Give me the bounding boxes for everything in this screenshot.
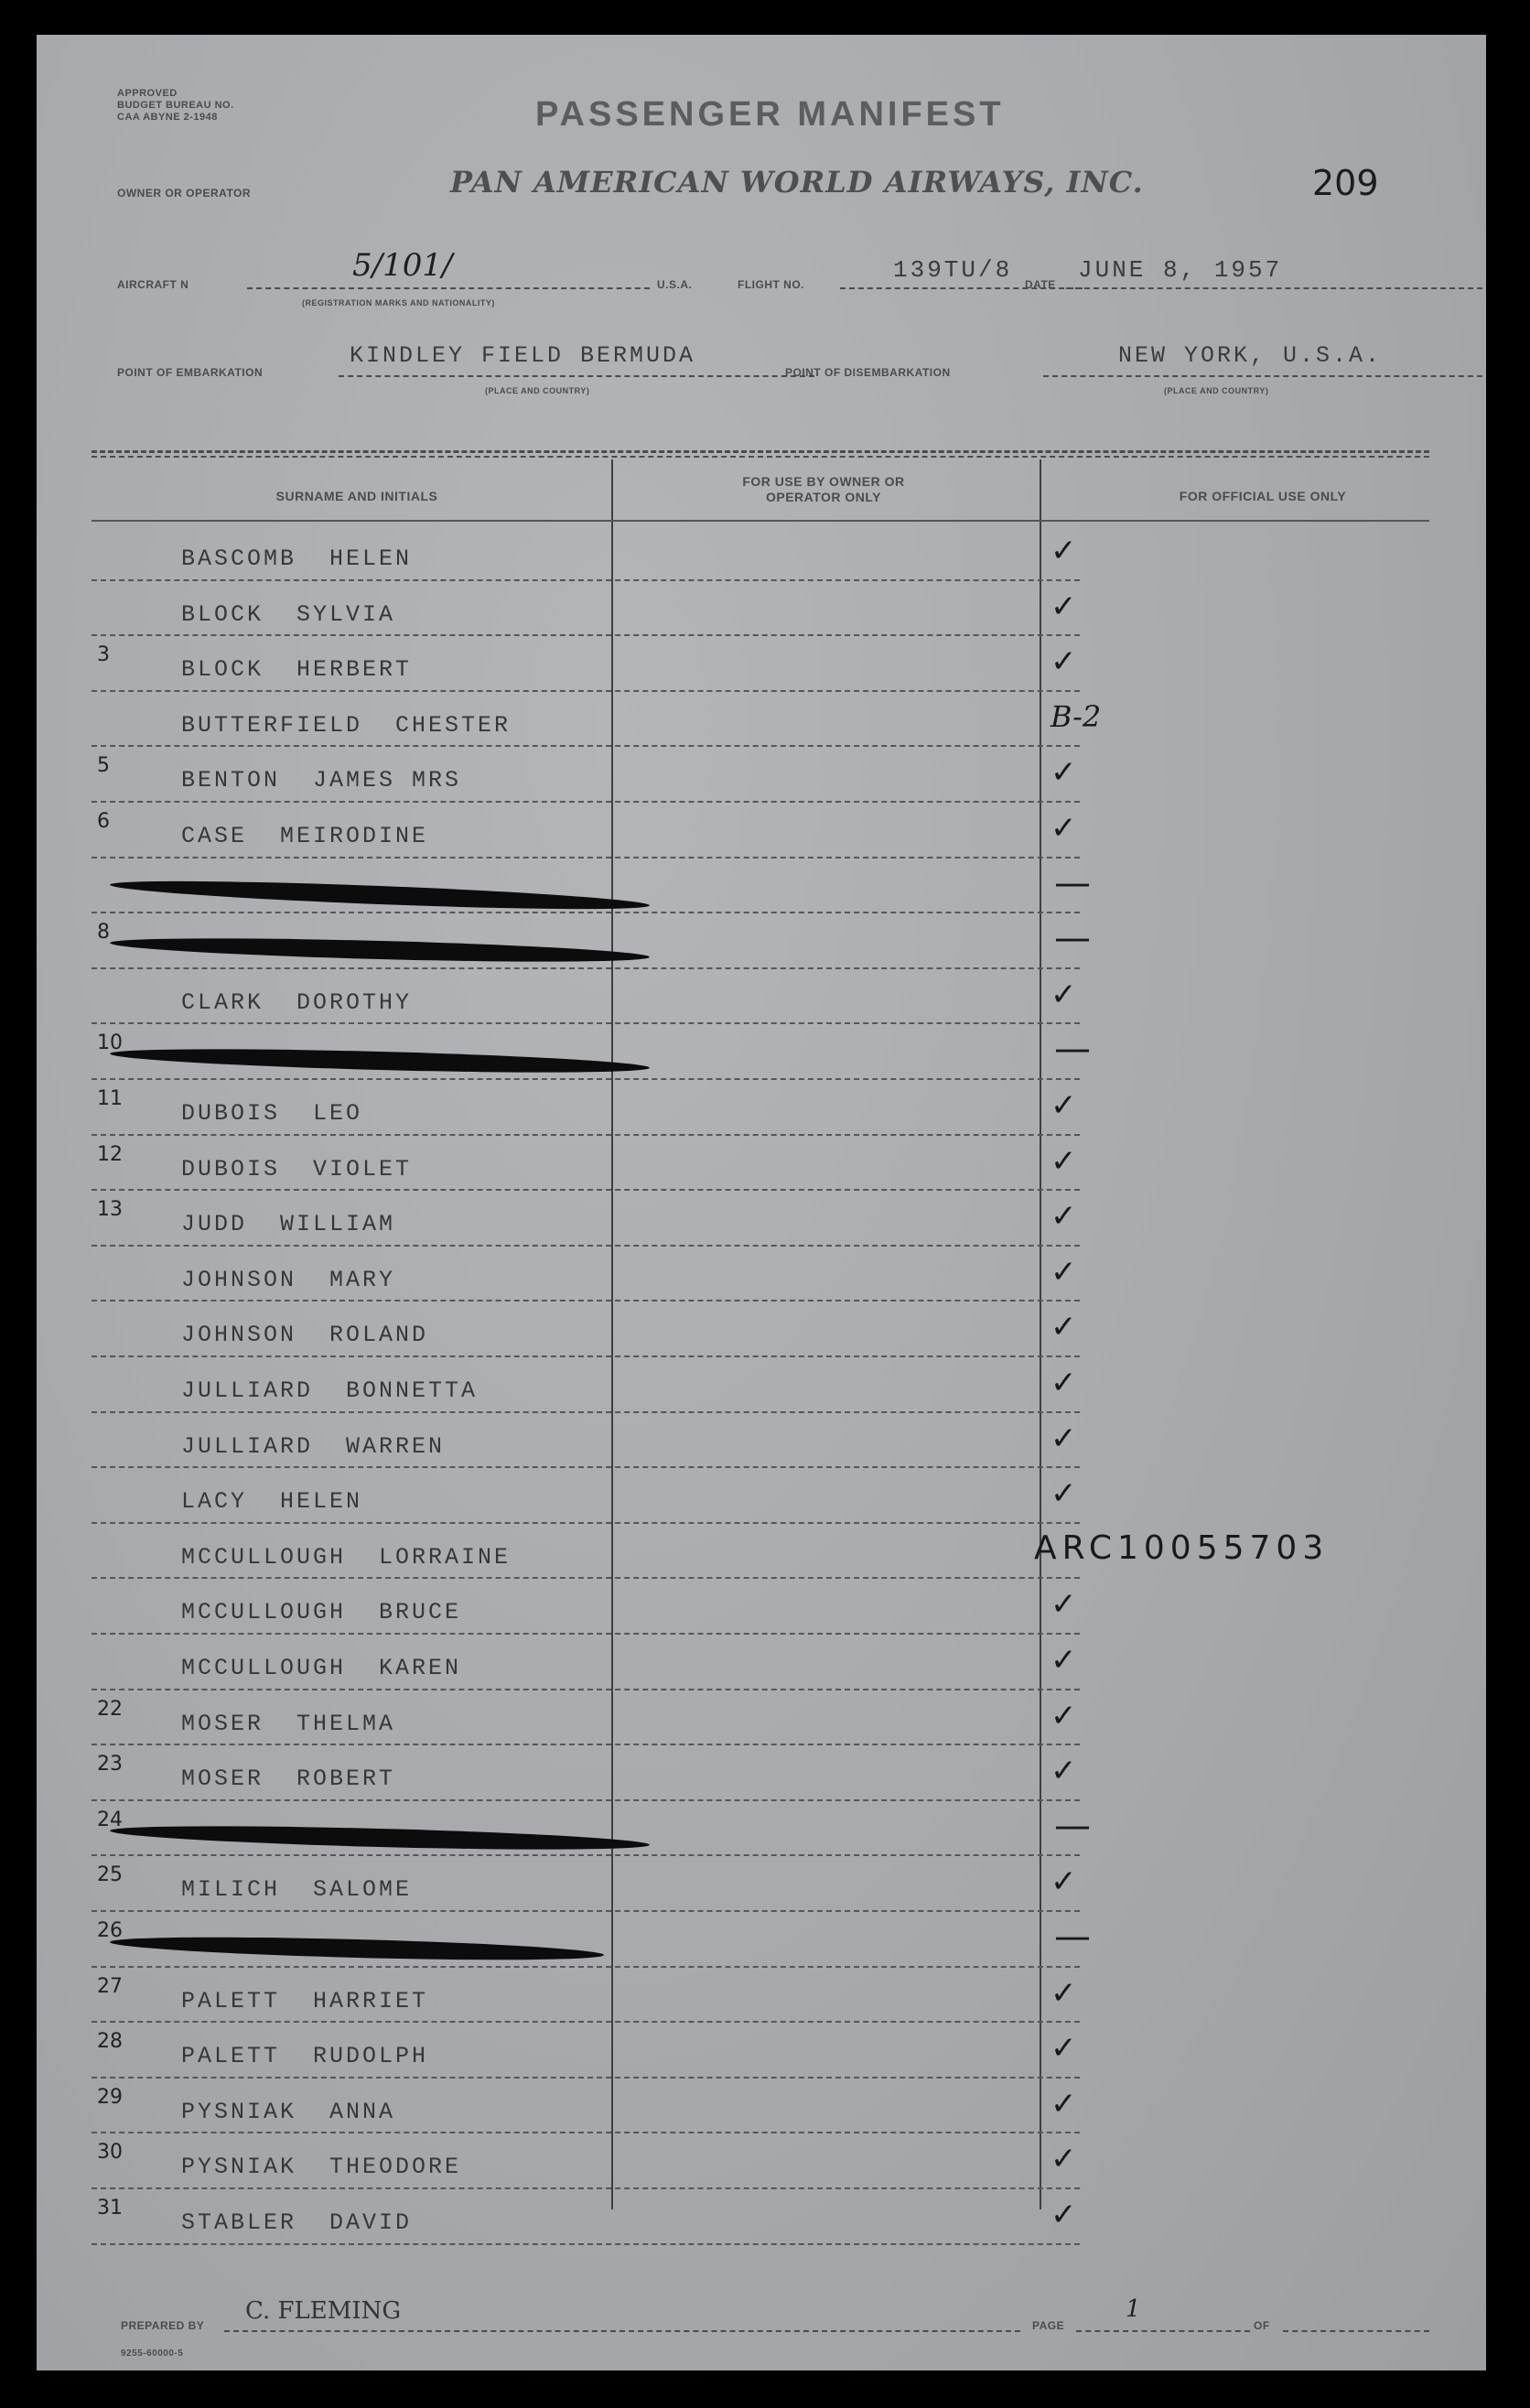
row-underline xyxy=(92,2187,1080,2189)
table-row xyxy=(37,2026,1486,2082)
table-row xyxy=(37,1028,1486,1084)
row-underline xyxy=(92,1078,1080,1080)
form-number: 9255-60000-5 xyxy=(121,2349,184,2359)
column-header-owner-use: FOR USE BY OWNER OR OPERATOR ONLY xyxy=(742,474,905,504)
official-mark: — xyxy=(1054,1804,1091,1847)
passenger-name: BENTON JAMES MRS xyxy=(181,767,462,794)
row-underline xyxy=(92,2243,1080,2245)
official-mark: ✓ xyxy=(1051,1365,1077,1401)
official-mark: ✓ xyxy=(1051,533,1077,569)
header-underline xyxy=(92,520,1429,522)
usa-label: U.S.A. xyxy=(657,278,693,291)
row-underline xyxy=(92,1300,1080,1301)
official-mark: ✓ xyxy=(1051,1087,1077,1124)
table-row xyxy=(37,1805,1486,1861)
official-mark: ✓ xyxy=(1051,1253,1077,1290)
page-underline xyxy=(1076,2330,1250,2332)
of-underline xyxy=(1283,2330,1429,2332)
table-row xyxy=(37,806,1486,862)
owner-label: OWNER OR OPERATOR xyxy=(117,187,252,200)
passenger-name: PALETT RUDOLPH xyxy=(181,2043,429,2070)
table-row xyxy=(37,1250,1486,1306)
registration-sublabel: (REGISTRATION MARKS AND NATIONALITY) xyxy=(302,298,495,308)
row-underline xyxy=(92,1689,1080,1690)
row-underline xyxy=(92,745,1080,747)
row-underline xyxy=(92,1854,1080,1856)
official-mark: ✓ xyxy=(1051,1642,1077,1679)
approval-line: CAA ABYNE 2-1948 xyxy=(117,112,218,123)
passenger-name: JUDD WILLIAM xyxy=(181,1211,396,1238)
table-row xyxy=(37,2193,1486,2249)
table-row xyxy=(37,1417,1486,1473)
table-row xyxy=(37,1749,1486,1805)
row-underline xyxy=(92,1411,1080,1413)
prepared-value: C. FLEMING xyxy=(245,2297,402,2325)
row-underline xyxy=(92,1799,1080,1801)
row-underline xyxy=(92,690,1080,692)
table-row xyxy=(37,1638,1486,1694)
row-underline xyxy=(92,1577,1080,1579)
date-value: JUNE 8, 1957 xyxy=(1078,256,1283,284)
row-number: 22 xyxy=(97,1697,123,1721)
official-mark: ✓ xyxy=(1051,2197,1077,2233)
prepared-label: PREPARED BY xyxy=(121,2319,205,2332)
approval-line: APPROVED xyxy=(117,88,178,99)
row-underline xyxy=(92,1355,1080,1357)
passenger-name: MOSER ROBERT xyxy=(181,1766,396,1793)
page-label: PAGE xyxy=(1032,2319,1065,2332)
passenger-name: BUTTERFIELD CHESTER xyxy=(181,711,512,739)
disembarkation-value: NEW YORK, U.S.A. xyxy=(1118,342,1383,369)
official-mark: ✓ xyxy=(1051,976,1077,1013)
row-number: 6 xyxy=(97,810,110,833)
manifest-sheet xyxy=(37,35,1486,2370)
row-number: 23 xyxy=(97,1753,123,1776)
row-underline xyxy=(92,1966,1080,1968)
row-underline xyxy=(92,857,1080,858)
row-number: 25 xyxy=(97,1863,123,1887)
official-mark: ✓ xyxy=(1051,1974,1077,2012)
passenger-name: JULLIARD BONNETTA xyxy=(181,1377,479,1404)
passenger-name: DUBOIS LEO xyxy=(181,1100,363,1127)
official-mark: — xyxy=(1054,917,1091,960)
table-row xyxy=(37,1916,1486,1971)
passenger-name: BLOCK HERBERT xyxy=(181,656,413,684)
page-number: 209 xyxy=(1312,163,1379,203)
passenger-name: JOHNSON ROLAND xyxy=(181,1322,429,1349)
row-number: 3 xyxy=(97,643,110,667)
row-underline xyxy=(92,1522,1080,1524)
date-underline xyxy=(1066,287,1482,289)
date-label: DATE xyxy=(1025,278,1056,291)
passenger-name: MCCULLOUGH BRUCE xyxy=(181,1599,462,1626)
official-mark: ✓ xyxy=(1051,643,1077,681)
row-number: 12 xyxy=(97,1142,123,1166)
row-number: 29 xyxy=(97,2085,123,2109)
official-mark: ✓ xyxy=(1051,754,1077,792)
table-top-border xyxy=(92,450,1429,453)
redaction-mark xyxy=(110,1933,604,1964)
table-row xyxy=(37,529,1486,585)
disembarkation-underline xyxy=(1043,375,1482,377)
table-row xyxy=(37,1582,1486,1638)
aircraft-value: 5/101/ xyxy=(352,247,453,284)
column-header-official: FOR OFFICIAL USE ONLY xyxy=(1179,489,1347,503)
passenger-name: CLARK DOROTHY xyxy=(181,988,413,1016)
official-mark: — xyxy=(1054,1028,1091,1071)
table-row xyxy=(37,1194,1486,1250)
approval-line: BUDGET BUREAU NO. xyxy=(117,100,234,111)
form-title: PASSENGER MANIFEST xyxy=(535,95,1005,134)
redaction-mark xyxy=(110,875,650,914)
row-underline xyxy=(92,1245,1080,1247)
row-number: 11 xyxy=(97,1087,123,1110)
row-underline xyxy=(92,1189,1080,1191)
official-mark: ✓ xyxy=(1051,2085,1077,2122)
table-row xyxy=(37,1139,1486,1195)
row-underline xyxy=(92,579,1080,581)
official-mark: ARC10055703 xyxy=(1034,1528,1330,1567)
passenger-name: PALETT HARRIET xyxy=(181,1987,429,2014)
of-label: OF xyxy=(1254,2319,1270,2332)
row-number: 13 xyxy=(97,1198,123,1222)
row-number: 10 xyxy=(97,1031,123,1055)
row-number: 24 xyxy=(97,1808,123,1831)
disembarkation-label: POINT OF DISEMBARKATION xyxy=(785,366,951,379)
table-row xyxy=(37,1084,1486,1139)
row-underline xyxy=(92,1633,1080,1635)
table-row xyxy=(37,750,1486,806)
official-mark: ✓ xyxy=(1051,1697,1077,1734)
row-number: 26 xyxy=(97,1919,123,1942)
row-underline xyxy=(92,1022,1080,1024)
approval-stamp xyxy=(117,88,234,124)
table-row xyxy=(37,696,1486,751)
page-value: 1 xyxy=(1126,2295,1141,2323)
row-underline xyxy=(92,1744,1080,1745)
prepared-underline xyxy=(224,2330,1020,2332)
row-number: 28 xyxy=(97,2030,123,2054)
row-underline xyxy=(92,801,1080,803)
row-underline xyxy=(92,2132,1080,2133)
table-row xyxy=(37,1694,1486,1750)
row-number: 30 xyxy=(97,2141,123,2165)
redaction-mark xyxy=(110,934,650,966)
table-row xyxy=(37,1971,1486,2027)
passenger-name: MOSER THELMA xyxy=(181,1710,396,1737)
aircraft-label: AIRCRAFT N xyxy=(117,278,189,291)
row-underline xyxy=(92,2021,1080,2023)
official-mark: B-2 xyxy=(1051,698,1102,734)
table-top-border-inner xyxy=(92,456,1429,458)
disembarkation-sublabel: (PLACE AND COUNTRY) xyxy=(1164,386,1269,395)
passenger-name: BASCOMB HELEN xyxy=(181,545,413,572)
table-row xyxy=(37,1305,1486,1361)
flight-label: FLIGHT NO. xyxy=(738,278,804,291)
row-number: 27 xyxy=(97,1974,123,1998)
table-row xyxy=(37,2082,1486,2138)
table-row xyxy=(37,973,1486,1029)
passenger-name: STABLER DAVID xyxy=(181,2209,413,2236)
official-mark: ✓ xyxy=(1051,810,1077,847)
row-underline xyxy=(92,912,1080,913)
table-row xyxy=(37,1361,1486,1417)
passenger-name: BLOCK SYLVIA xyxy=(181,600,396,628)
official-mark: ✓ xyxy=(1051,1142,1077,1180)
passenger-name: CASE MEIRODINE xyxy=(181,823,429,849)
official-mark: ✓ xyxy=(1051,588,1077,625)
passenger-name: LACY HELEN xyxy=(181,1488,363,1516)
row-number: 31 xyxy=(97,2197,123,2219)
embarkation-sublabel: (PLACE AND COUNTRY) xyxy=(485,386,590,395)
row-underline xyxy=(92,1910,1080,1912)
row-number: 8 xyxy=(97,921,110,945)
official-mark: — xyxy=(1054,861,1091,904)
row-underline xyxy=(92,1134,1080,1136)
official-mark: ✓ xyxy=(1051,1475,1077,1513)
passenger-name: MILICH SALOME xyxy=(181,1876,413,1904)
row-underline xyxy=(92,967,1080,969)
official-mark: ✓ xyxy=(1051,1420,1077,1457)
official-mark: ✓ xyxy=(1051,1198,1077,1236)
table-row xyxy=(37,862,1486,918)
table-row xyxy=(37,1472,1486,1528)
embarkation-underline xyxy=(339,375,814,377)
passenger-name: DUBOIS VIOLET xyxy=(181,1155,413,1182)
table-row xyxy=(37,640,1486,696)
passenger-name: PYSNIAK THEODORE xyxy=(181,2154,462,2181)
table-row xyxy=(37,585,1486,641)
official-mark: ✓ xyxy=(1051,1753,1077,1790)
row-number: 5 xyxy=(97,754,110,778)
official-mark: ✓ xyxy=(1051,1309,1077,1346)
embarkation-value: KINDLEY FIELD BERMUDA xyxy=(350,342,696,369)
flight-value: 139TU/8 xyxy=(893,256,1013,284)
table-row xyxy=(37,1860,1486,1916)
redaction-mark xyxy=(110,1045,650,1077)
official-mark: ✓ xyxy=(1051,2141,1077,2178)
passenger-name: JOHNSON MARY xyxy=(181,1266,396,1293)
passenger-name: MCCULLOUGH KAREN xyxy=(181,1655,462,1681)
official-mark: — xyxy=(1054,1916,1091,1958)
row-underline xyxy=(92,1466,1080,1468)
embarkation-label: POINT OF EMBARKATION xyxy=(117,366,264,379)
table-row xyxy=(37,1528,1486,1583)
official-mark: ✓ xyxy=(1051,2030,1077,2068)
row-underline xyxy=(92,634,1080,636)
passenger-name: MCCULLOUGH LORRAINE xyxy=(181,1543,512,1571)
official-mark: ✓ xyxy=(1051,1586,1077,1624)
row-underline xyxy=(92,2077,1080,2079)
table-row xyxy=(37,917,1486,973)
passenger-name: PYSNIAK ANNA xyxy=(181,2098,396,2125)
table-row xyxy=(37,2137,1486,2193)
passenger-name: JULLIARD WARREN xyxy=(181,1432,446,1460)
official-mark: ✓ xyxy=(1051,1863,1077,1901)
column-header-surname: SURNAME AND INITIALS xyxy=(275,489,438,503)
redaction-mark xyxy=(110,1821,650,1853)
aircraft-underline xyxy=(247,287,650,289)
owner-value: PAN AMERICAN WORLD AIRWAYS, INC. xyxy=(450,165,1144,200)
